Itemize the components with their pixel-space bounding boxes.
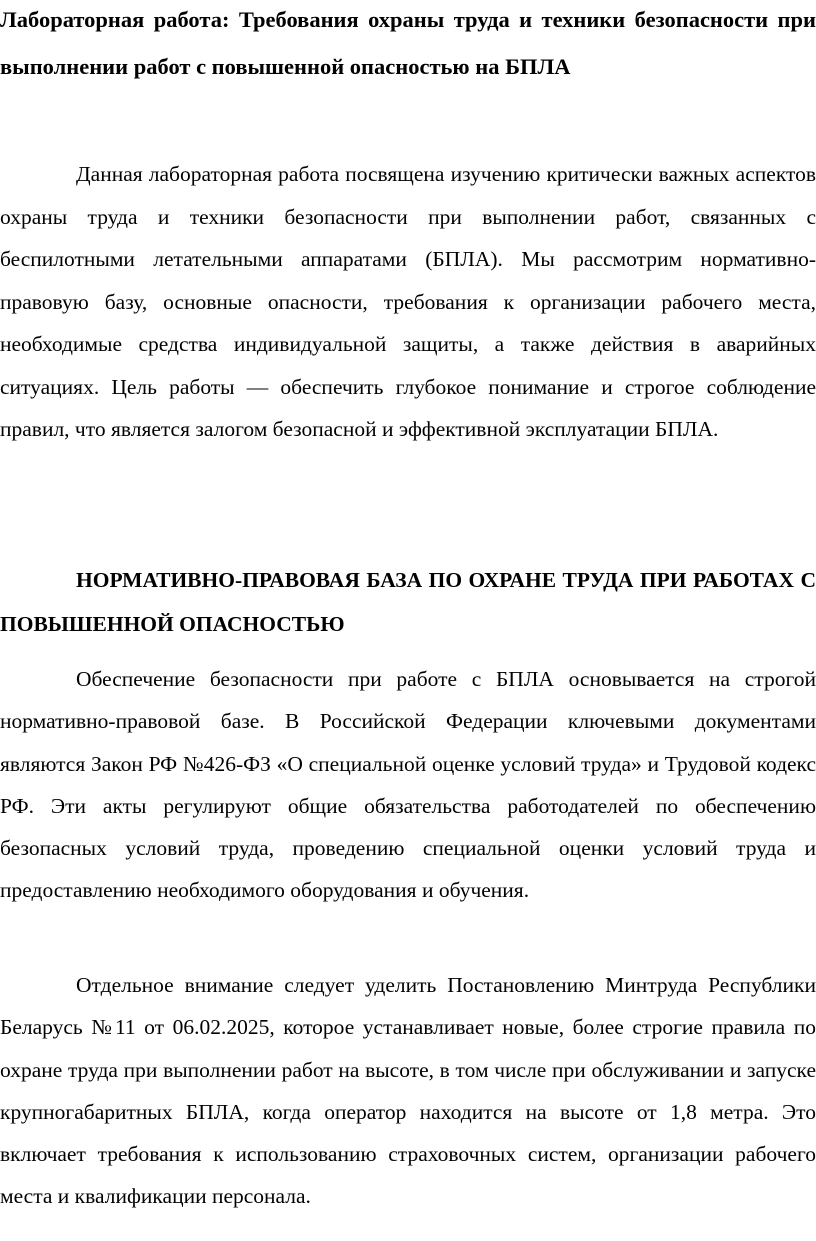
section-heading: НОРМАТИВНО-ПРАВОВАЯ БАЗА ПО ОХРАНЕ ТРУДА ПРИ РАБОТАХ С ПОВЫШЕННОЙ ОПАСНОСТЬЮ xyxy=(0,568,816,636)
body-paragraph-2: Отдельное внимание следует уделить Постановлению Минтруда Республики Беларусь №11 от 06.02.2025, которое устанавливает новые, более строгие правила по охране труда при выполнении работ на высоте, в том числе при обслуживании и запуске крупногабаритных БПЛА, когда оператор находится на высоте от 1,8 метра. Это включает требования к использованию страховочных систем, организации рабочего места и квалификации персонала. xyxy=(0,973,816,1209)
intro-paragraph: Данная лабораторная работа посвящена изучению критически важных аспектов охраны труда и техники безопасности при выполнении работ, связанных с беспилотными летательными аппаратами (БПЛА). Мы рассмотрим нормативно-правовую базу, основные опасности, требования к организации рабочего места, необходимые средства индивидуальной защиты, а также действия в аварийных ситуациях. Цель работы — обеспечить глубокое понимание и строгое соблюдение правил, что является залогом безопасной и эффективной эксплуатации БПЛА. xyxy=(0,162,816,441)
document-title: Лабораторная работа: Требования охраны труда и техники безопасности при выполнении работ с повышенной опасностью на БПЛА xyxy=(0,7,816,79)
body-paragraph-1: Обеспечение безопасности при работе с БПЛА основывается на строгой нормативно-правовой базе. В Российской Федерации ключевыми документами являются Закон РФ №426-ФЗ «О специальной оценке условий труда» и Трудовой кодекс РФ. Эти акты регулируют общие обязательства работодателей по обеспечению безопасных условий труда, проведению специальной оценки условий труда и предоставлению необходимого оборудования и обучения. xyxy=(0,667,816,903)
